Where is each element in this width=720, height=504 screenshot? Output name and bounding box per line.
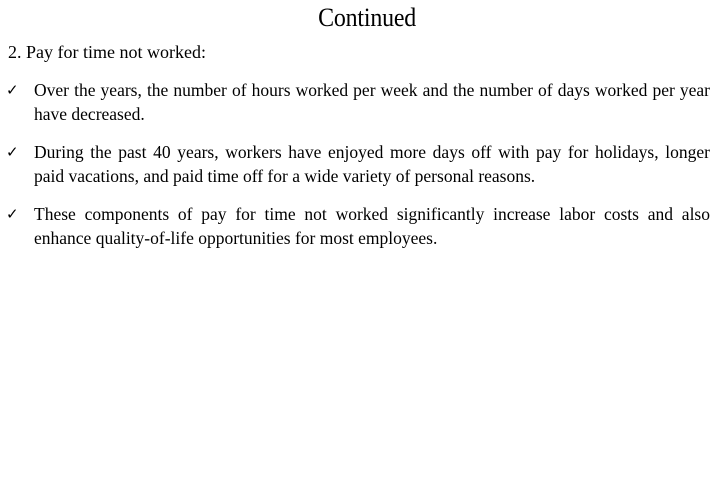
bullet-list — [6, 78, 710, 264]
bullet-item — [6, 140, 710, 188]
bullet-text: These components of pay for time not worked significantly increase labor costs and also enhance quality-of-life opportunities for most employees. — [34, 204, 710, 248]
bullet-text: During the past 40 years, workers have enjoyed more days off with pay for holidays, longer paid vacations, and paid time off for a wide variety of personal reasons. — [34, 142, 710, 186]
slide-title: Continued — [318, 3, 417, 32]
section-heading: 2. Pay for time not worked: — [8, 42, 206, 62]
bullet-item — [6, 78, 710, 126]
bullet-text: Over the years, the number of hours worked per week and the number of days worked per year have decreased. — [34, 80, 710, 124]
bullet-item — [6, 202, 710, 250]
check-icon: ✓ — [6, 143, 19, 161]
check-icon: ✓ — [6, 81, 19, 99]
check-icon: ✓ — [6, 205, 19, 223]
